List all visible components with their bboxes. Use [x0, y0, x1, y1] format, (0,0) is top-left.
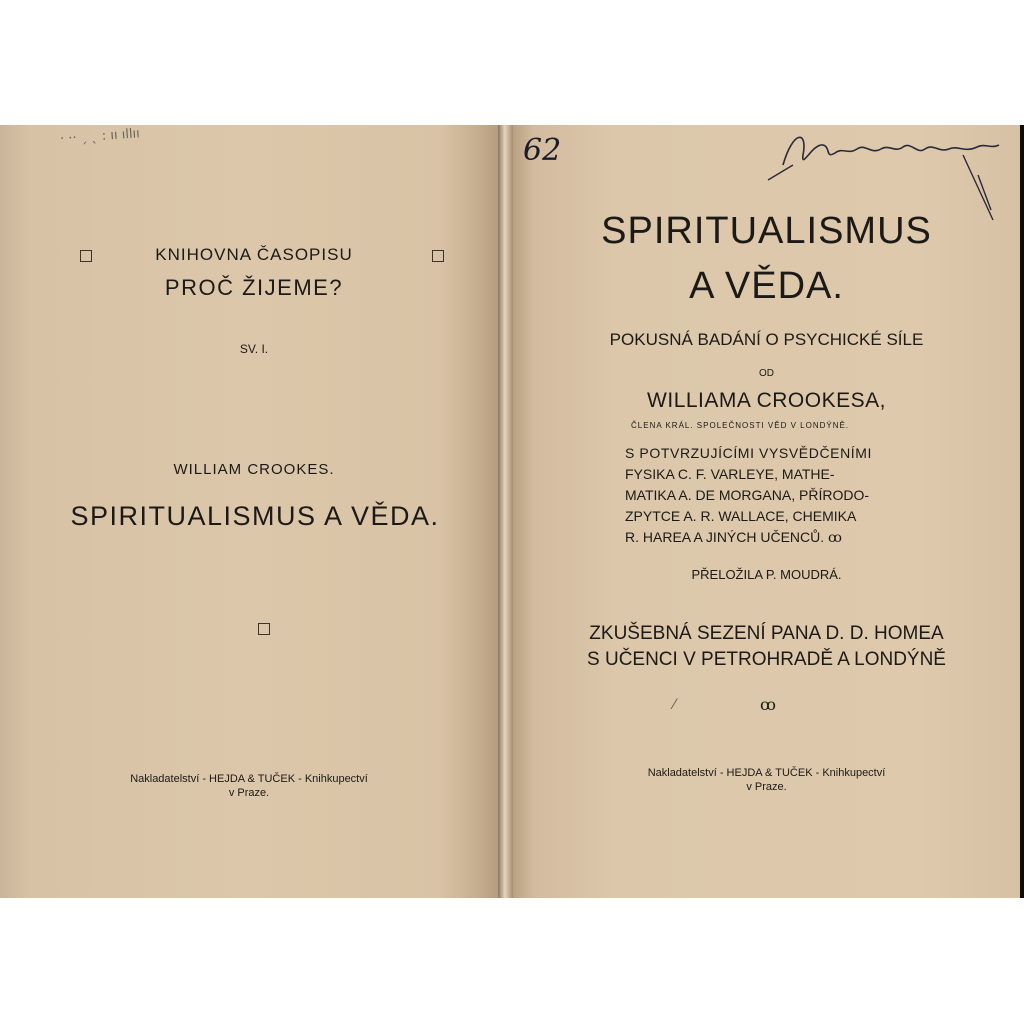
- left-page: [0, 125, 498, 898]
- sessions-line-2: S UČENCI V PETROHRADĚ A LONDÝNĚ: [587, 649, 946, 670]
- series-line-1: KNIHOVNA ČASOPISU: [155, 245, 353, 264]
- testimony-block: [625, 443, 915, 549]
- author-role: ČLENA KRÁL. SPOLEČNOSTI VĚD V LONDÝNĚ.: [631, 421, 850, 430]
- left-title: SPIRITUALISMUS A VĚDA.: [70, 501, 440, 531]
- right-author: WILLIAMA CROOKESA,: [647, 389, 886, 412]
- right-publisher-line-2: v Praze.: [746, 781, 787, 793]
- right-page: [513, 125, 1020, 898]
- testimony-line: R. HAREA A JINÝCH UČENCŮ.: [625, 529, 825, 545]
- left-publisher-line-1: Nakladatelství - HEJDA & TUČEK - Knihkupectví: [130, 773, 368, 785]
- series-line-2: PROČ ŽIJEME?: [164, 275, 344, 300]
- translator: PŘELOŽILA P. MOUDRÁ.: [691, 567, 842, 582]
- testimony-line: S POTVRZUJÍCÍMI VYSVĚDČENÍMI: [625, 445, 873, 461]
- pencil-mark: ⁄: [673, 697, 676, 713]
- title-line-1: SPIRITUALISMUS: [601, 210, 932, 252]
- left-publisher-line-2: v Praze.: [228, 787, 270, 799]
- handwritten-number: 62: [523, 133, 562, 168]
- right-publisher-line-1: Nakladatelství - HEJDA & TUČEK - Knihkupectví: [647, 767, 886, 779]
- ornament-icon: ꝏ: [828, 530, 843, 546]
- open-book: [0, 125, 1024, 898]
- title-line-2: A VĚDA.: [689, 265, 844, 307]
- by-label: OD: [759, 368, 774, 379]
- center-box: [258, 623, 270, 635]
- testimony-line: FYSIKA C. F. VARLEYE, MATHE-: [625, 466, 835, 482]
- volume-label: SV. I.: [239, 342, 269, 356]
- ornament-icon: ꝏ: [760, 695, 776, 714]
- book-gutter: [498, 125, 513, 898]
- subtitle: POKUSNÁ BADÁNÍ O PSYCHICKÉ SÍLE: [609, 330, 924, 349]
- left-author: WILLIAM CROOKES.: [173, 461, 335, 478]
- testimony-line: MATIKA A. DE MORGANA, PŘÍRODO-: [625, 487, 869, 503]
- pencil-marks: · ·· ˏ ˎ ꞉ ıı ıllıı: [59, 126, 141, 147]
- testimony-line: ZPYTCE A. R. WALLACE, CHEMIKA: [625, 508, 857, 524]
- sessions-line-1: ZKUŠEBNÁ SEZENÍ PANA D. D. HOMEA: [589, 623, 944, 644]
